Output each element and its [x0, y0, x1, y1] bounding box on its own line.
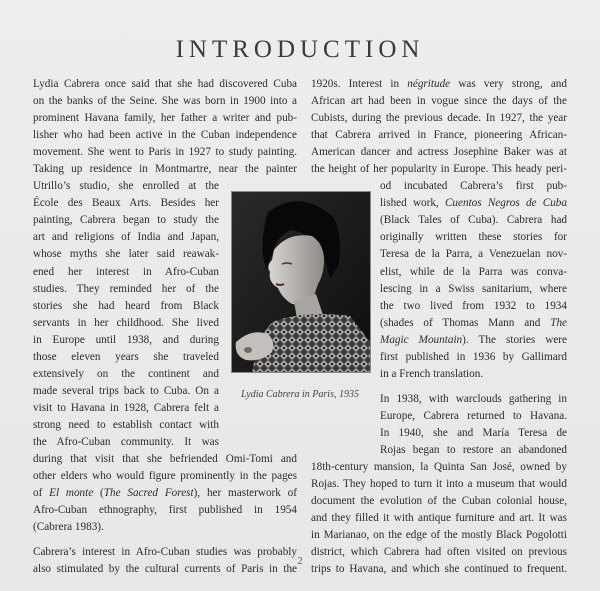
- text-line: (Cabrera 1983).: [33, 521, 104, 534]
- text-run: (: [93, 487, 104, 500]
- text-line: in Europe until 1938, and during: [33, 333, 219, 346]
- text-line: 18th-century mansion, la Quinta San José, owned by: [311, 461, 567, 474]
- book-title: The: [550, 316, 567, 329]
- text-line-mixed: [33, 485, 297, 502]
- text-line: Rojas began to restore an abandoned: [380, 443, 567, 456]
- text-run: lished work,: [380, 197, 445, 210]
- text-run: (shades of Thomas Mann and: [380, 316, 551, 329]
- text-line: that Cabrera arrived in France, pioneering African-: [311, 129, 567, 142]
- text-line: servants in her childhood. She lived: [33, 316, 219, 329]
- text-line: on the banks of the Seine. She was born in 1900 into a: [33, 95, 297, 108]
- text-line: the Afro-Cuban community. It was: [33, 435, 219, 448]
- text-line: stories she had heard from Black: [33, 299, 219, 312]
- text-line-mixed: [311, 76, 567, 93]
- text-line: trips to Havana, and which she continued to frequent.: [311, 563, 567, 576]
- text-line: Afro-Cuban ethnography, first published in 1954: [33, 504, 297, 517]
- text-line: Utrillo’s studio, she enrolled at the: [33, 180, 219, 193]
- text-line: in a French translation.: [380, 367, 484, 380]
- text-line: Lydia Cabrera once said that she had discovered Cuba: [33, 78, 297, 90]
- text-line: In 1940, she and María Teresa de: [380, 426, 567, 439]
- text-line: Europe, Cabrera returned to Havana.: [380, 409, 567, 422]
- text-line-mixed: [380, 195, 567, 212]
- italic-term: négritude: [407, 78, 451, 90]
- text-line: whose myths she later said reawak-: [33, 248, 219, 261]
- text-line: art and religions of India and Japan,: [33, 231, 219, 244]
- text-line: Taking up residence in Montmartre, near the painter: [33, 163, 297, 176]
- text-line-mixed: [380, 315, 567, 332]
- text-line: Cubists, during the previous decade. In 1927, the year: [311, 112, 567, 125]
- text-line: Cabrera’s interest in Afro-Cuban studies was probably: [33, 546, 297, 559]
- text-line-mixed: [380, 332, 567, 349]
- text-line: in Marianao, on the edge of the mostly Black Pogolotti: [311, 529, 567, 542]
- text-line: other elders who would figure prominently in the pages: [33, 470, 297, 483]
- photo-caption: Lydia Cabrera in Paris, 1935: [241, 389, 359, 400]
- text-line: document the evolution of the Cuban colonial house,: [311, 495, 567, 508]
- text-line: originally written these stories for: [380, 231, 567, 244]
- text-line: African art had been in vogue since the days of the: [311, 95, 567, 108]
- right-paragraph-2: [311, 391, 567, 579]
- book-title: El monte: [49, 487, 94, 500]
- text-run: of: [33, 487, 50, 500]
- text-run: was very strong, and: [450, 78, 567, 90]
- text-line: those eleven years she traveled: [33, 350, 219, 363]
- text-line: first published in 1936 by Gallimard: [380, 350, 567, 363]
- text-line: extensively on the continent and: [33, 367, 219, 380]
- text-line: during that visit that she befriended Omi-Tomi and: [33, 453, 297, 466]
- text-line: movement. She went to Paris in 1927 to study painting.: [33, 146, 297, 159]
- book-title: The Sacred Forest: [103, 487, 194, 500]
- text-line: École des Beaux Arts. Besides her: [33, 197, 219, 210]
- text-line: made several trips back to Cuba. On a: [33, 384, 219, 397]
- text-line: lescing in a Swiss sanitarium, where: [380, 282, 567, 295]
- text-line: American dancer and actress Josephine Baker was at: [311, 146, 567, 159]
- portrait-photo: [231, 191, 371, 373]
- book-title: Magic Mountain: [380, 333, 463, 346]
- page-number: 2: [297, 556, 303, 567]
- text-line: the two lived from 1932 to 1934: [380, 299, 567, 312]
- book-title: Cuentos Negros de Cuba: [444, 197, 567, 210]
- text-line: elist, while de la Parra was conva-: [380, 265, 567, 278]
- text-line: studies. They reminded her of the: [33, 282, 219, 295]
- text-run: ). The stories were: [462, 333, 567, 346]
- text-line: Rojas. They hoped to turn it into a museum that would: [311, 478, 567, 491]
- text-line: painting, Cabrera began to study the: [33, 214, 219, 227]
- text-run: 1920s. Interest in: [311, 78, 408, 90]
- text-line: ened her interest in Afro-Cuban: [33, 265, 219, 278]
- text-line: and they filled it with antique furniture and art. It was: [311, 512, 567, 525]
- text-line: district, which Cabrera had often visited on previous: [311, 546, 567, 559]
- text-line: prominent Havana family, her father a writer and pub-: [33, 112, 297, 125]
- text-line: In 1938, with warclouds gathering in: [380, 392, 567, 405]
- page-title: INTRODUCTION: [175, 36, 425, 63]
- text-line: also stimulated by the cultural currents of Paris in the: [33, 563, 297, 576]
- text-line: Teresa de la Parra, a Venezuelan nov-: [380, 248, 567, 261]
- text-line: od incubated Cabrera’s first pub-: [380, 180, 567, 193]
- text-line: (Black Tales of Cuba). Cabrera had: [380, 214, 567, 227]
- portrait-image: [232, 192, 370, 372]
- text-run: ), her masterwork of: [193, 487, 297, 500]
- text-line: lisher who had been active in the Cuban independence: [33, 129, 297, 142]
- text-line: visit to Havana in 1928, Cabrera felt a: [33, 401, 219, 414]
- text-line: strong need to establish contact with: [33, 418, 219, 431]
- text-line: the height of her popularity in Europe. This heady peri-: [311, 163, 567, 176]
